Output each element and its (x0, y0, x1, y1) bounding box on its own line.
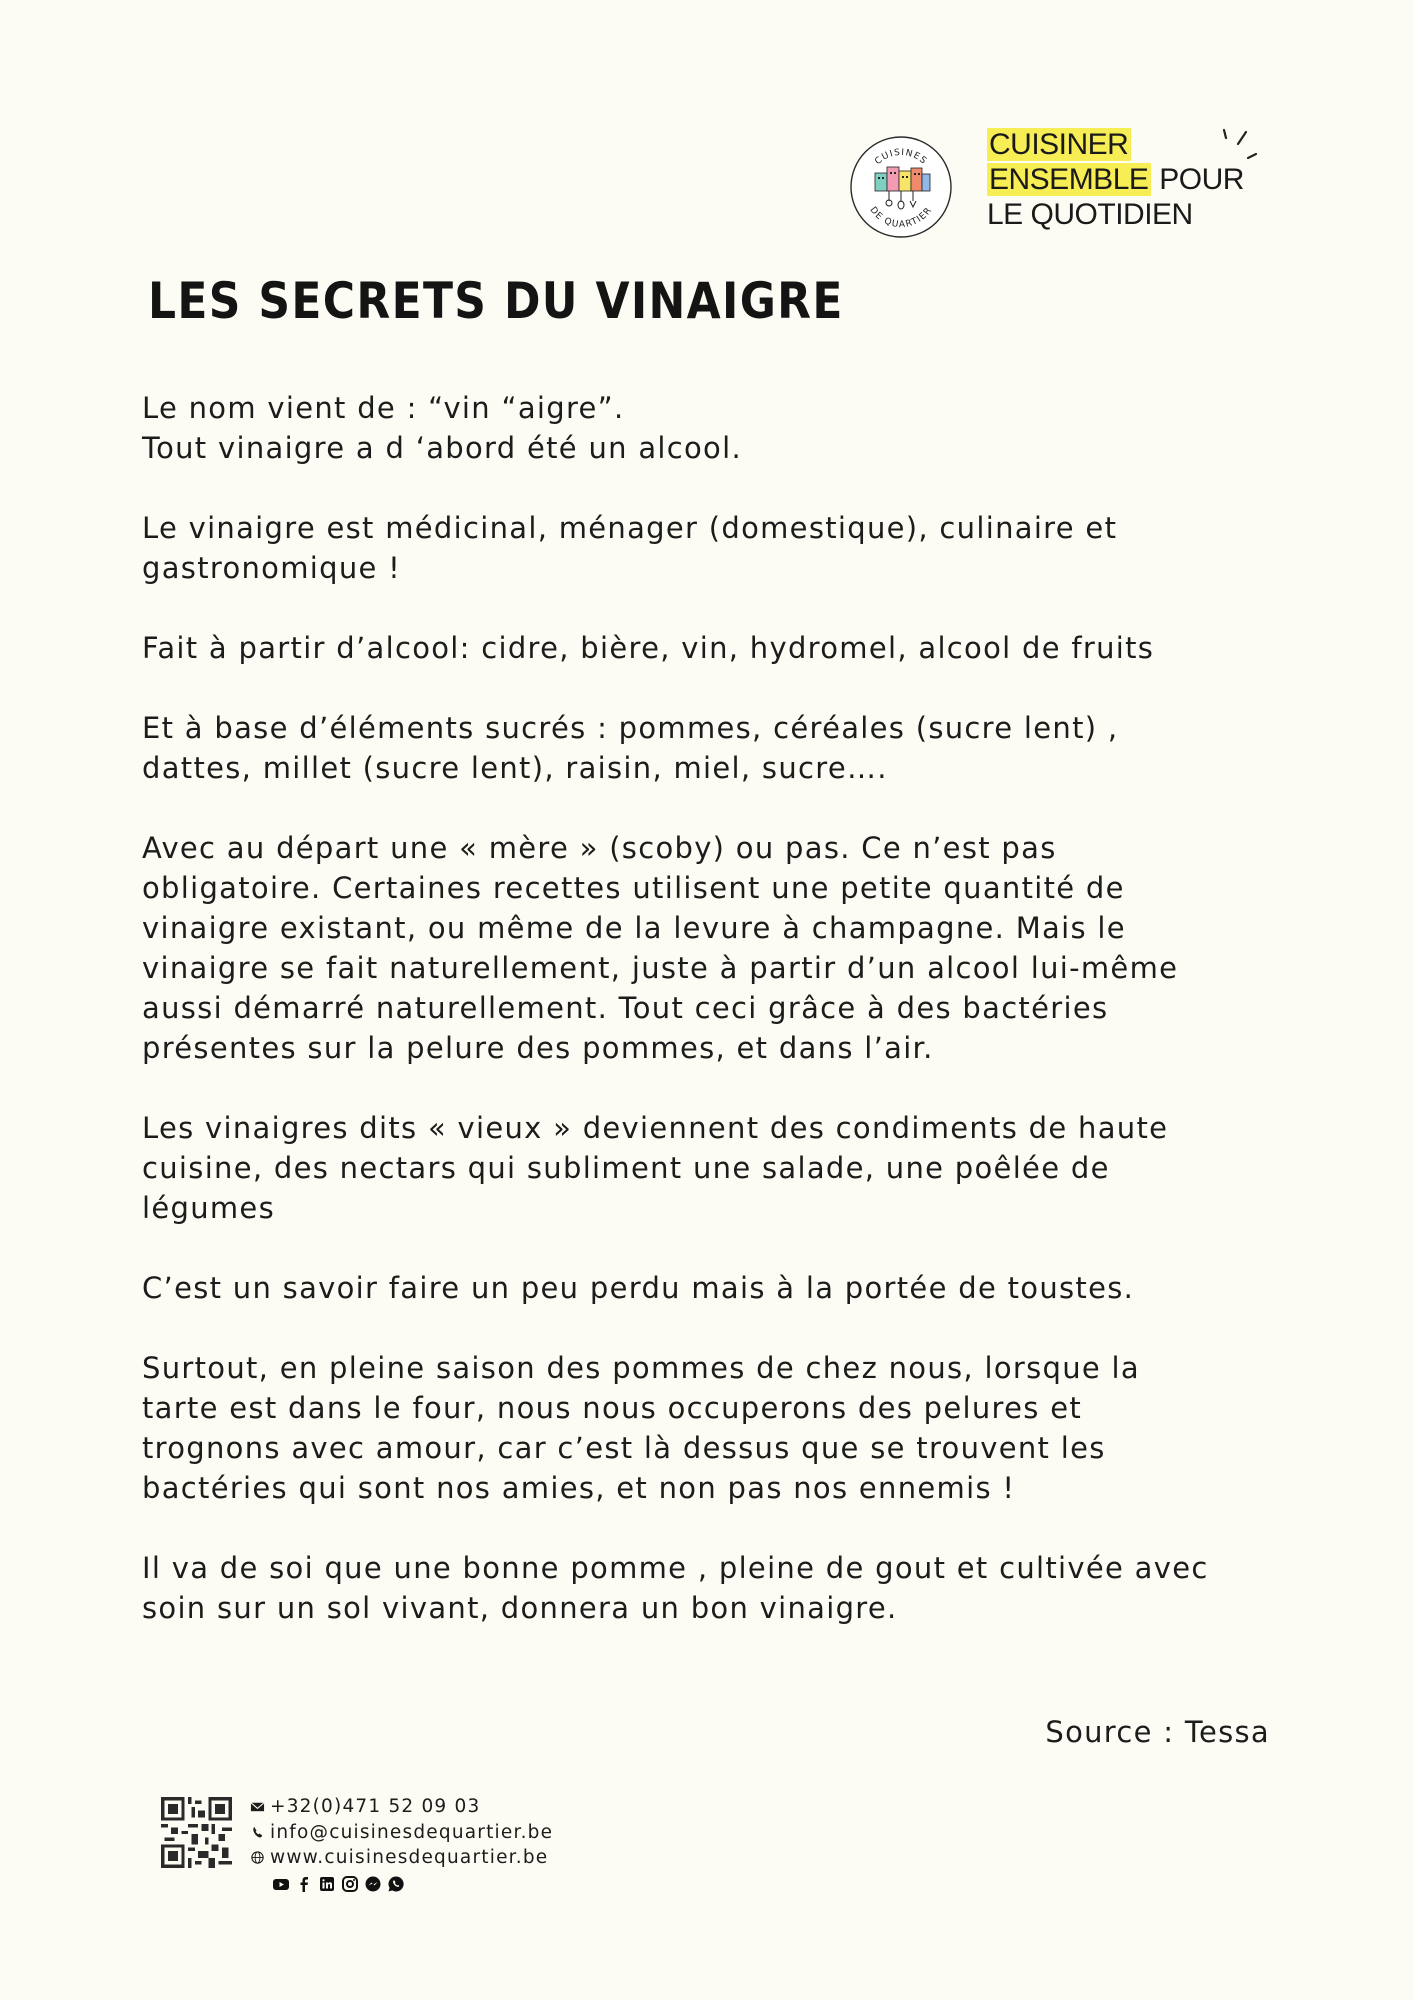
sparkle-icon (1218, 126, 1264, 166)
body-text (142, 388, 1272, 1668)
whatsapp-icon[interactable] (387, 1875, 405, 1893)
contact-list (250, 1794, 553, 1871)
cuisines-de-quartier-logo (849, 135, 953, 239)
instagram-icon[interactable] (341, 1875, 359, 1893)
tagline-line3: LE QUOTIDIEN (987, 198, 1193, 231)
phone-icon (250, 1825, 265, 1840)
mail-icon (250, 1799, 265, 1814)
messenger-icon[interactable] (364, 1875, 382, 1893)
contact-text: +32(0)471 52 09 03 (270, 1796, 481, 1817)
page-title: LES SECRETS DU VINAIGRE (148, 272, 844, 330)
contact-text: info@cuisinesdequartier.be (270, 1821, 554, 1843)
paragraph: Et à base d’éléments sucrés : pommes, céréales (sucre lent) , dattes, millet (sucre lent), raisin, miel, sucre…. (142, 711, 1119, 785)
paragraph: Le nom vient de : “vin “aigre”. Tout vinaigre a d ‘abord été un alcool. (142, 391, 742, 465)
tagline-line2-rest: POUR (1151, 163, 1244, 196)
paragraph: Le vinaigre est médicinal, ménager (domestique), culinaire et gastronomique ! (142, 511, 1118, 585)
globe-icon (250, 1850, 265, 1865)
paragraph: Il va de soi que une bonne pomme , pleine de gout et cultivée avec soin sur un sol vivant, donnera un bon vinaigre. (142, 1551, 1209, 1625)
contact-phone-row[interactable] (250, 1794, 553, 1820)
source-credit: Source : Tessa (1045, 1715, 1270, 1749)
tagline-line1: CUISINER (987, 128, 1131, 161)
svg-text:DE QUARTIER: DE QUARTIER (867, 205, 935, 231)
facebook-icon[interactable] (295, 1875, 313, 1893)
paragraph: C’est un savoir faire un peu perdu mais à la portée de toustes. (142, 1271, 1135, 1305)
paragraph: Les vinaigres dits « vieux » deviennent des condiments de haute cuisine, des nectars qui subliment une salade, une poêlée de légumes (142, 1111, 1169, 1225)
contact-website-row[interactable] (250, 1845, 553, 1871)
youtube-icon[interactable] (272, 1875, 290, 1893)
tagline (987, 127, 1244, 232)
svg-text:CUISINES: CUISINES (873, 147, 929, 168)
tagline-highlight: ENSEMBLE (987, 163, 1151, 196)
contact-email-row[interactable] (250, 1820, 553, 1846)
paragraph: Surtout, en pleine saison des pommes de chez nous, lorsque la tarte est dans le four, nous nous occuperons des pelures et trognons avec amour, car c’est là dessus que se trouvent les bactéries qui sont nos amies, et non pas nos ennemis ! (142, 1351, 1140, 1505)
linkedin-icon[interactable] (318, 1875, 336, 1893)
paragraph: Avec au départ une « mère » (scoby) ou pas. Ce n’est pas obligatoire. Certaines recettes utilisent une petite quantité de vinaigre existant, ou même de la levure à champagne. Mais le vinaigre se fait naturellement, juste à partir d’un alcool lui-même aussi démarré naturellement. Tout ceci grâce à des bactéries présentes sur la pelure des pommes, et dans l’air. (142, 831, 1179, 1065)
qr-code[interactable] (161, 1797, 232, 1868)
paragraph: Fait à partir d’alcool: cidre, bière, vin, hydromel, alcool de fruits (142, 631, 1155, 665)
social-links (272, 1875, 405, 1893)
contact-text: www.cuisinesdequartier.be (270, 1847, 549, 1868)
